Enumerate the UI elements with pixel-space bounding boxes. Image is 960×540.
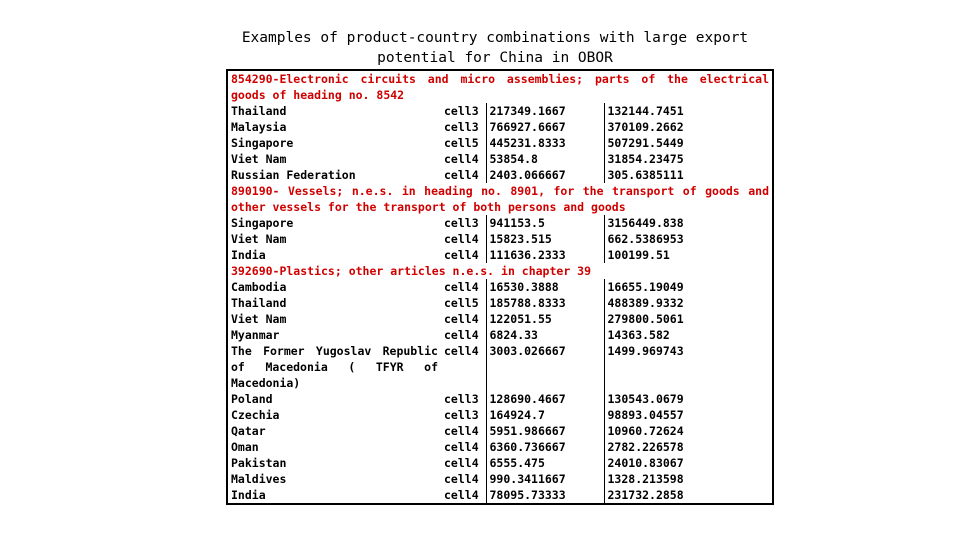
country-cell: Qatar xyxy=(231,424,266,438)
value-1-cell: 111636.2333 xyxy=(486,247,604,263)
value-1-cell: 990.3411667 xyxy=(486,471,604,487)
value-2-cell: 100199.51 xyxy=(607,248,670,262)
country-cell: Singapore xyxy=(231,216,294,230)
cell-label: cell4 xyxy=(441,167,486,183)
value-2-cell: 98893.04557 xyxy=(607,408,684,422)
table-row xyxy=(227,215,773,231)
country-cell: India xyxy=(231,488,266,502)
value-1-cell: 3003.026667 xyxy=(486,343,604,391)
cell-label: cell4 xyxy=(441,423,486,439)
table-row xyxy=(227,135,773,151)
value-1-cell: 6360.736667 xyxy=(486,439,604,455)
table-row xyxy=(227,391,773,407)
value-1-cell: 15823.515 xyxy=(486,231,604,247)
value-2-cell: 24010.83067 xyxy=(607,456,684,470)
value-2-cell: 2782.226578 xyxy=(607,440,684,454)
export-potential-table xyxy=(226,69,774,505)
product-header-854290-line-2: goods of heading no. 8542 xyxy=(231,88,405,102)
slide-title-line-2: potential for China in OBOR xyxy=(377,50,613,66)
table-row xyxy=(227,487,773,504)
country-cell xyxy=(227,343,441,391)
country-cell: Thailand xyxy=(231,104,287,118)
value-1-cell: 445231.8333 xyxy=(486,135,604,151)
value-1-cell: 78095.73333 xyxy=(486,487,604,504)
table-row xyxy=(227,439,773,455)
value-1-cell: 122051.55 xyxy=(486,311,604,327)
slide-title-line-1: Examples of product-country combinations with large export xyxy=(241,30,749,46)
country-cell: Czechia xyxy=(231,408,280,422)
table-row xyxy=(227,455,773,471)
table-row xyxy=(227,231,773,247)
table-row xyxy=(227,151,773,167)
cell-label: cell4 xyxy=(441,279,486,295)
value-2-cell: 3156449.838 xyxy=(607,216,684,230)
value-1-cell: 53854.8 xyxy=(486,151,604,167)
cell-label: cell3 xyxy=(441,215,486,231)
value-2-cell: 305.6385111 xyxy=(607,168,684,182)
table-row xyxy=(227,471,773,487)
cell-label: cell4 xyxy=(441,151,486,167)
country-cell: Oman xyxy=(231,440,259,454)
cell-label: cell4 xyxy=(441,327,486,343)
cell-label: cell4 xyxy=(441,439,486,455)
product-header-392690: 392690-Plastics; other articles n.e.s. in chapter 39 xyxy=(231,264,592,278)
product-header-890190-line-2: other vessels for the transport of both persons and goods xyxy=(231,200,626,214)
table-row xyxy=(227,311,773,327)
value-1-cell: 6555.475 xyxy=(486,455,604,471)
export-table-body xyxy=(227,70,773,504)
cell-label: cell4 xyxy=(441,247,486,263)
cell-label: cell4 xyxy=(441,343,486,391)
value-2-cell: 130543.0679 xyxy=(607,392,684,406)
cell-label: cell5 xyxy=(441,295,486,311)
cell-label: cell4 xyxy=(441,471,486,487)
value-2-cell: 488389.9332 xyxy=(607,296,684,310)
slide-title xyxy=(0,28,960,68)
cell-label: cell3 xyxy=(441,407,486,423)
product-header-row xyxy=(227,199,773,215)
cell-label: cell4 xyxy=(441,487,486,504)
value-2-cell: 231732.2858 xyxy=(607,488,684,502)
value-2-cell: 1499.969743 xyxy=(607,344,684,358)
value-2-cell: 1328.213598 xyxy=(607,472,684,486)
country-cell: Viet Nam xyxy=(231,232,287,246)
value-2-cell: 10960.72624 xyxy=(607,424,684,438)
cell-label: cell3 xyxy=(441,103,486,119)
value-1-cell: 941153.5 xyxy=(486,215,604,231)
cell-label: cell4 xyxy=(441,231,486,247)
table-row xyxy=(227,295,773,311)
product-header-854290-line-1: 854290-Electronic circuits and micro assemblies; parts of the electrical xyxy=(231,72,769,86)
table-row xyxy=(227,423,773,439)
value-1-cell: 5951.986667 xyxy=(486,423,604,439)
value-1-cell: 164924.7 xyxy=(486,407,604,423)
table-row xyxy=(227,343,773,391)
table-row xyxy=(227,247,773,263)
value-1-cell: 16530.3888 xyxy=(486,279,604,295)
value-2-cell: 14363.582 xyxy=(607,328,670,342)
country-cell: Viet Nam xyxy=(231,152,287,166)
product-header-row xyxy=(227,87,773,103)
country-cell: Singapore xyxy=(231,136,294,150)
country-cell: Russian Federation xyxy=(231,168,356,182)
value-1-cell: 766927.6667 xyxy=(486,119,604,135)
value-1-cell: 2403.066667 xyxy=(486,167,604,183)
product-header-890190-line-1: 890190- Vessels; n.e.s. in heading no. 8901, for the transport of goods and xyxy=(231,184,769,198)
country-cell: India xyxy=(231,248,266,262)
country-cell: Malaysia xyxy=(231,120,287,134)
value-2-cell: 370109.2662 xyxy=(607,120,684,134)
country-cell: Cambodia xyxy=(231,280,287,294)
product-header-row xyxy=(227,183,773,199)
country-cell-text: The Former Yugoslav Republic of Macedonia ( TFYR of Macedonia) xyxy=(231,344,438,390)
country-cell: Viet Nam xyxy=(231,312,287,326)
value-2-cell: 507291.5449 xyxy=(607,136,684,150)
product-header-row xyxy=(227,70,773,87)
cell-label: cell5 xyxy=(441,135,486,151)
table-row xyxy=(227,407,773,423)
table-row xyxy=(227,119,773,135)
value-1-cell: 6824.33 xyxy=(486,327,604,343)
value-1-cell: 128690.4667 xyxy=(486,391,604,407)
table-row xyxy=(227,103,773,119)
value-2-cell: 279800.5061 xyxy=(607,312,684,326)
value-2-cell: 31854.23475 xyxy=(607,152,684,166)
table-row xyxy=(227,327,773,343)
value-2-cell: 16655.19049 xyxy=(607,280,684,294)
country-cell: Myanmar xyxy=(231,328,280,342)
value-1-cell: 185788.8333 xyxy=(486,295,604,311)
country-cell: Poland xyxy=(231,392,273,406)
value-1-cell: 217349.1667 xyxy=(486,103,604,119)
table-row xyxy=(227,167,773,183)
cell-label: cell4 xyxy=(441,311,486,327)
product-header-row xyxy=(227,263,773,279)
cell-label: cell3 xyxy=(441,391,486,407)
table-row xyxy=(227,279,773,295)
country-cell: Pakistan xyxy=(231,456,287,470)
value-2-cell: 662.5386953 xyxy=(607,232,684,246)
country-cell: Maldives xyxy=(231,472,287,486)
cell-label: cell3 xyxy=(441,119,486,135)
cell-label: cell4 xyxy=(441,455,486,471)
country-cell: Thailand xyxy=(231,296,287,310)
value-2-cell: 132144.7451 xyxy=(607,104,684,118)
